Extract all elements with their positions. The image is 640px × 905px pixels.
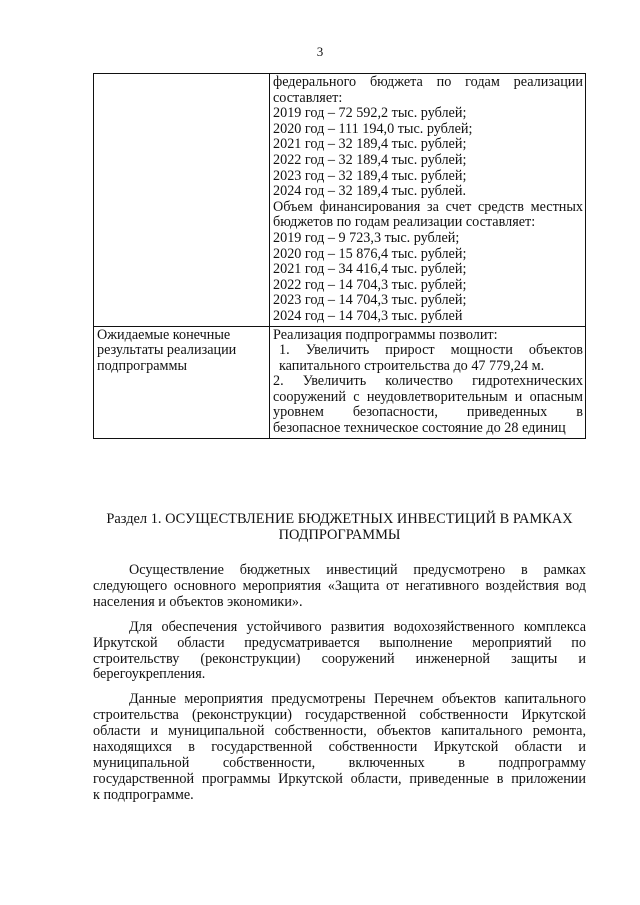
table-text-line: уровнем безопасности, приведенных в [273,404,583,421]
table-row [94,74,586,327]
paragraph-line: Иркутской области предусматривается выполнение мероприятий по [93,634,586,651]
paragraph [93,620,586,684]
row2-left-cell [94,326,270,438]
table-text-line: 2021 год – 34 416,4 тыс. рублей; [273,261,467,278]
paragraph-line: населения и объектов экономики». [93,593,303,610]
table-text-line: 2023 год – 32 189,4 тыс. рублей; [273,167,467,184]
table-text-line: 2020 год – 15 876,4 тыс. рублей; [273,245,467,262]
table-text-line: 1. Увеличить прирост мощности объектов [279,342,583,359]
table-text-line: 2020 год – 111 194,0 тыс. рублей; [273,120,473,137]
paragraph-line: Данные мероприятия предусмотрены Перечнем объектов капитального [129,691,586,708]
table-text-line: 2021 год – 32 189,4 тыс. рублей; [273,136,467,153]
table-row [94,326,586,438]
table-label-line: подпрограммы [97,357,187,374]
table-label-line: результаты реализации [97,342,237,359]
paragraph-line: Для обеспечения устойчивого развития водохозяйственного комплекса [129,618,586,635]
paragraph-line: находящихся в государственной собственности Иркутской области и [93,739,586,756]
paragraph-line: следующего основного мероприятия «Защита от негативного воздействия вод [93,577,586,594]
passport-table [93,73,586,439]
paragraph [93,692,586,803]
section-heading-line: ПОДПРОГРАММЫ [278,527,401,543]
table-text-line: сооружений с неудовлетворительным и опасным [273,388,583,405]
row1-right-cell [270,74,586,327]
table-text-line: федерального бюджета по годам реализации [273,74,583,90]
paragraph-line: к подпрограмме. [93,786,194,803]
table-text-line: 2023 год – 14 704,3 тыс. рублей; [273,292,467,309]
table-text-line: 2. Увеличить количество гидротехнических [273,373,583,390]
table-text-line: 2019 год – 9 723,3 тыс. рублей; [273,229,460,246]
table-text-line: капитального строительства до 47 779,24 м. [279,357,545,374]
section-heading-line: Раздел 1. ОСУЩЕСТВЛЕНИЕ БЮДЖЕТНЫХ ИНВЕСТИЦИЙ В РАМКАХ [106,511,573,527]
paragraph-line: государственной программы Иркутской области, приведенные в приложении [93,770,586,787]
page-number: 3 [316,44,324,59]
body-text [93,563,586,804]
paragraph-line: Осуществление бюджетных инвестиций предусмотрено в рамках [129,562,586,578]
table-text-line: 2024 год – 14 704,3 тыс. рублей [273,307,463,324]
table-label-line: Ожидаемые конечные [97,326,231,343]
table-text-line: 2024 год – 32 189,4 тыс. рублей. [273,183,466,200]
table-text-line: 2019 год – 72 592,2 тыс. рублей; [273,105,467,122]
table-text-line: безопасное техническое состояние до 28 единиц [273,420,566,437]
paragraph-line: строительства (реконструкции) государственной собственности Иркутской [93,707,586,724]
paragraph-line: области и муниципальной собственности, объектов капитального ремонта, [93,723,586,740]
row2-right-cell [270,326,586,438]
table-text-line: 2022 год – 14 704,3 тыс. рублей; [273,276,467,293]
paragraph [93,563,586,611]
paragraph-line: муниципальной собственности, включенных в подпрограмму [93,754,586,771]
table-text-line: бюджетов по годам реализации составляет: [273,214,536,231]
paragraph-line: берегоукрепления. [93,666,206,683]
row1-left-cell [94,74,270,327]
table-text-line: Реализация подпрограммы позволит: [273,326,498,343]
section-heading [93,511,586,543]
table-text-line: 2022 год – 32 189,4 тыс. рублей; [273,151,467,168]
table-text-line: Объем финансирования за счет средств местных [273,198,583,215]
table-text-line: составляет: [273,89,343,106]
paragraph-line: строительству (реконструкции) сооружений инженерной защиты и [93,650,586,667]
